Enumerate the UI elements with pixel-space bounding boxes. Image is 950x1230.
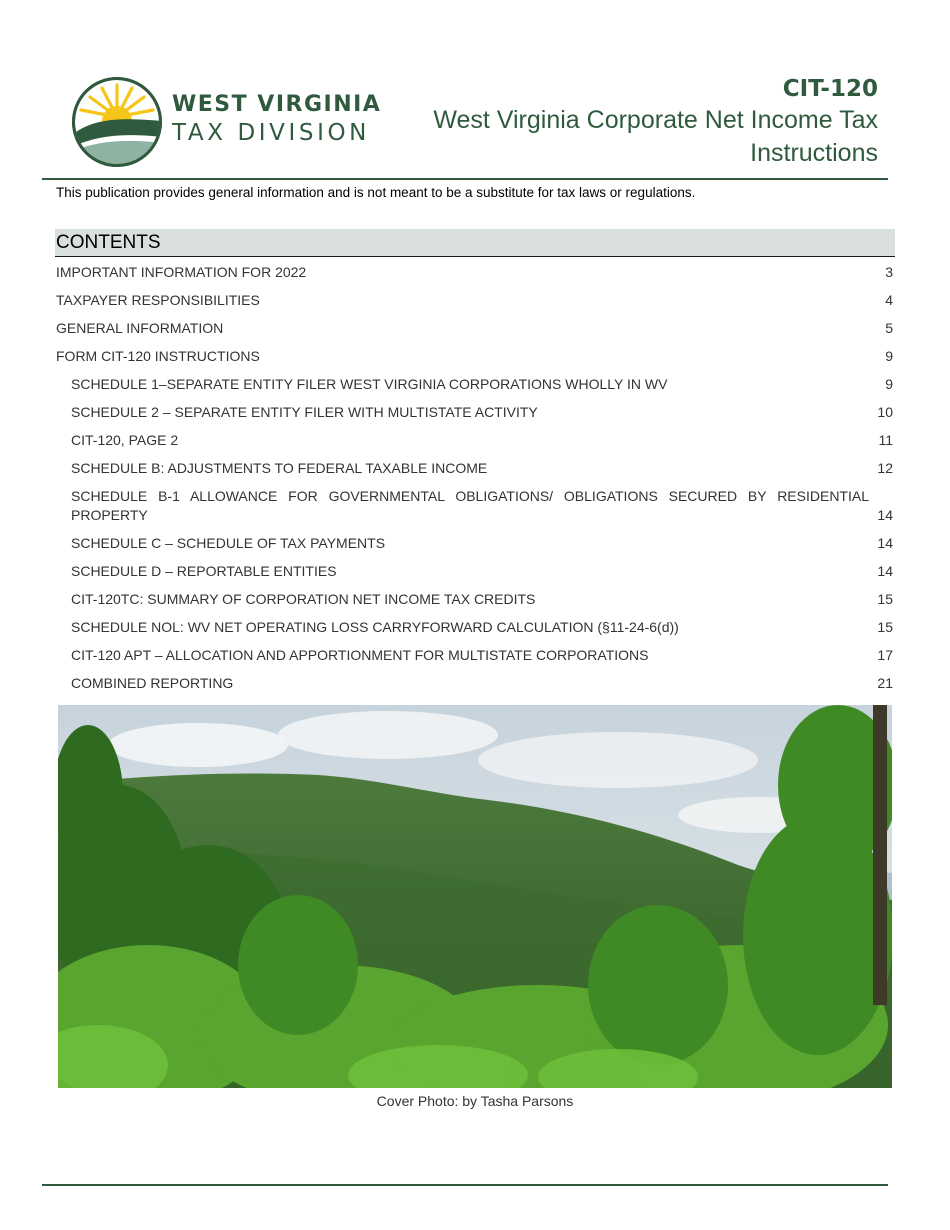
- toc-subentry[interactable]: [56, 459, 893, 478]
- toc-entry-page: 14: [877, 535, 893, 551]
- toc-entry-label: SCHEDULE 1–SEPARATE ENTITY FILER WEST VIRGINIA CORPORATIONS WHOLLY IN WV: [71, 376, 668, 392]
- cover-photo: [58, 705, 892, 1088]
- toc-subentry[interactable]: [56, 618, 893, 637]
- toc-entry-label: TAXPAYER RESPONSIBILITIES: [56, 292, 260, 308]
- toc-entry-page: 14: [877, 507, 893, 523]
- toc-entry-label: GENERAL INFORMATION: [56, 320, 224, 336]
- toc-entry-page: 5: [885, 320, 893, 336]
- contents-heading: CONTENTS: [56, 232, 161, 253]
- toc-entry-page: 17: [877, 647, 893, 663]
- toc-entry-label: CIT-120 APT – ALLOCATION AND APPORTIONMENT FOR MULTISTATE CORPORATIONS: [71, 647, 649, 663]
- toc-entry-page: 15: [877, 591, 893, 607]
- header-divider: [42, 178, 888, 180]
- toc-entry-label: SCHEDULE NOL: WV NET OPERATING LOSS CARRYFORWARD CALCULATION (§11-24-6(d)): [71, 619, 679, 635]
- toc-entry-label: SCHEDULE B-1 ALLOWANCE FOR GOVERNMENTAL OBLIGATIONS/ OBLIGATIONS SECURED BY RESIDENTIAL PROPERTY: [71, 488, 869, 523]
- toc-subentry[interactable]: [56, 674, 893, 693]
- toc-entry-label: SCHEDULE B: ADJUSTMENTS TO FEDERAL TAXABLE INCOME: [71, 460, 488, 476]
- organization-name: [172, 92, 381, 148]
- sunrise-hills-logo-icon: [72, 77, 162, 167]
- toc-entry-label: SCHEDULE D – REPORTABLE ENTITIES: [71, 563, 337, 579]
- toc-entry-label: COMBINED REPORTING: [71, 675, 234, 691]
- form-id: CIT-120: [782, 76, 878, 102]
- toc-entry-label: IMPORTANT INFORMATION FOR 2022: [56, 264, 307, 280]
- org-name-line2: TAX DIVISION: [172, 120, 370, 146]
- document-title-line2: Instructions: [750, 139, 878, 167]
- toc-entry-page: 10: [877, 404, 893, 420]
- toc-entry-page: 9: [885, 348, 893, 364]
- toc-subentry[interactable]: [56, 646, 893, 665]
- toc-entry-label: FORM CIT-120 INSTRUCTIONS: [56, 348, 260, 364]
- toc-entry-page: 12: [877, 460, 893, 476]
- toc-entry[interactable]: [56, 319, 893, 338]
- org-name-line1: WEST VIRGINIA: [172, 92, 382, 117]
- contents-heading-bar: [55, 229, 895, 257]
- toc-entry-label: CIT-120, PAGE 2: [71, 432, 179, 448]
- toc-entry-page: 11: [878, 432, 893, 448]
- toc-subentry[interactable]: [56, 562, 893, 581]
- table-of-contents: [56, 263, 893, 702]
- photo-caption: Cover Photo: by Tasha Parsons: [376, 1093, 574, 1109]
- toc-entry-page: 14: [877, 563, 893, 579]
- toc-entry-page: 3: [885, 264, 893, 280]
- toc-subentry[interactable]: [56, 487, 893, 525]
- toc-subentry[interactable]: [56, 590, 893, 609]
- toc-subentry[interactable]: [56, 403, 893, 422]
- toc-entry[interactable]: [56, 347, 893, 366]
- document-title-line1: West Virginia Corporate Net Income Tax: [433, 106, 878, 134]
- toc-entry-page: 4: [885, 292, 893, 308]
- toc-entry-page: 15: [877, 619, 893, 635]
- toc-entry-label: CIT-120TC: SUMMARY OF CORPORATION NET INCOME TAX CREDITS: [71, 591, 536, 607]
- toc-entry-label: SCHEDULE C – SCHEDULE OF TAX PAYMENTS: [71, 535, 386, 551]
- footer-divider: [42, 1184, 888, 1186]
- toc-entry-page: 9: [885, 376, 893, 392]
- title-block: [433, 74, 878, 170]
- toc-subentry[interactable]: [56, 375, 893, 394]
- toc-entry-page: 21: [877, 675, 893, 691]
- toc-entry[interactable]: [56, 291, 893, 310]
- toc-entry-label: SCHEDULE 2 – SEPARATE ENTITY FILER WITH MULTISTATE ACTIVITY: [71, 404, 538, 420]
- toc-entry[interactable]: [56, 263, 893, 282]
- disclaimer-text: This publication provides general information and is not meant to be a substitute for tax laws or regulations.: [56, 185, 696, 200]
- toc-subentry[interactable]: [56, 534, 893, 553]
- toc-subentry[interactable]: [56, 431, 893, 450]
